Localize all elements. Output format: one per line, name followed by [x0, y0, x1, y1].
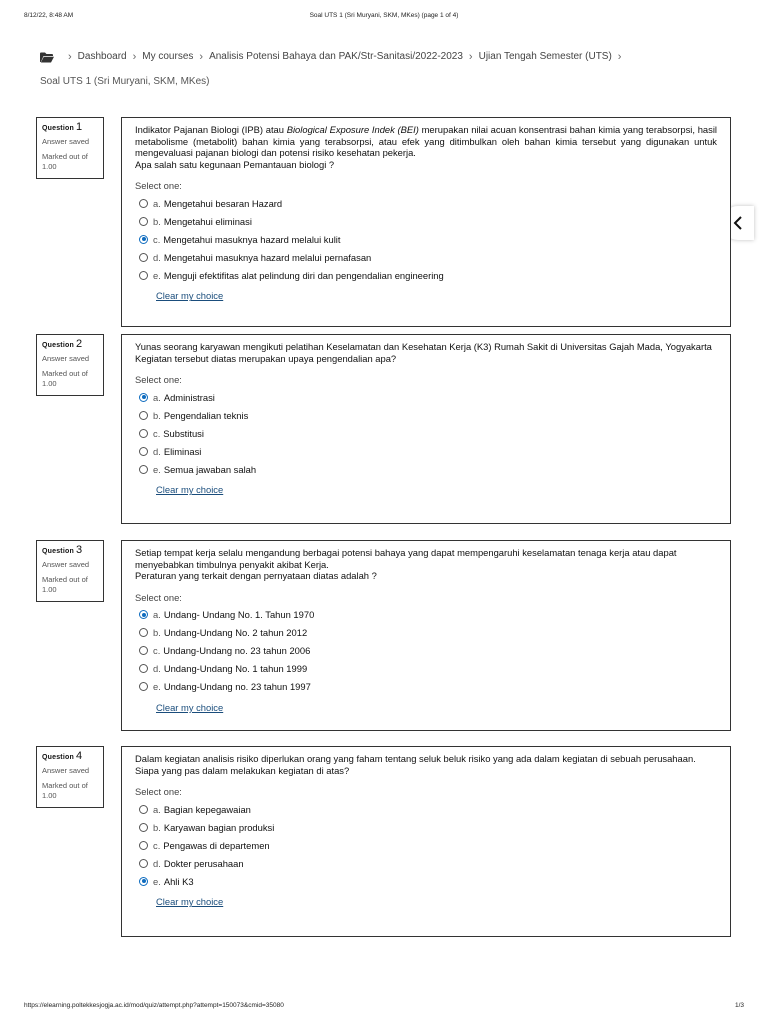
option-letter: b. [153, 215, 161, 227]
question-number: Question 4 [42, 750, 83, 762]
question-state: Answer saved [42, 354, 90, 363]
option-text: Undang-Undang no. 23 tahun 2006 [163, 645, 311, 657]
option-text: Dokter perusahaan [163, 857, 244, 869]
option-letter: a. [153, 197, 161, 209]
radio-button[interactable] [139, 465, 148, 474]
option-text: Mengetahui besaran Hazard [163, 197, 283, 209]
answer-options [135, 388, 717, 478]
option-letter: e. [153, 875, 161, 887]
answer-option[interactable] [135, 836, 717, 854]
option-text: Undang- Undang No. 1. Tahun 1970 [163, 609, 315, 621]
question-content-1 [121, 117, 731, 327]
option-text: Undang-Undang No. 2 tahun 2012 [163, 627, 308, 639]
breadcrumb-my-courses[interactable]: My courses [142, 51, 194, 62]
question-state: Answer saved [42, 766, 90, 775]
print-datetime: 8/12/22, 8:48 AM [24, 12, 74, 19]
option-letter: a. [153, 803, 161, 815]
radio-button[interactable] [139, 199, 148, 208]
option-letter: a. [153, 609, 161, 621]
option-letter: d. [153, 445, 161, 457]
option-letter: a. [153, 391, 161, 403]
answer-option[interactable] [135, 854, 717, 872]
question-grade: Marked out of 1.00 [42, 152, 88, 171]
option-letter: c. [153, 645, 161, 657]
option-text: Ahli K3 [163, 875, 194, 887]
breadcrumb-course[interactable]: Analisis Potensi Bahaya dan PAK/Str-Sanitasi/2022-2023 [209, 51, 463, 62]
chevron-left-icon [732, 215, 744, 231]
answer-option[interactable] [135, 442, 717, 460]
answer-option[interactable] [135, 424, 717, 442]
option-letter: c. [153, 427, 161, 439]
breadcrumb-current[interactable]: Soal UTS 1 (Sri Muryani, SKM, MKes) [40, 76, 210, 87]
chevron-right-icon: › [199, 51, 204, 63]
option-letter: c. [153, 233, 161, 245]
select-one-label: Select one: [135, 374, 182, 386]
breadcrumb-section[interactable]: Ujian Tengah Semester (UTS) [478, 51, 612, 62]
radio-button[interactable] [139, 646, 148, 655]
answer-option[interactable] [135, 460, 717, 478]
radio-button[interactable] [139, 823, 148, 832]
print-title: Soal UTS 1 (Sri Muryani, SKM, MKes) (page 1 of 4) [309, 12, 459, 19]
print-url: https://elearning.poltekkesjogja.ac.id/mod/quiz/attempt.php?attempt=150073&cmid=35080 [24, 1002, 284, 1009]
option-text: Pengawas di departemen [163, 839, 270, 851]
option-text: Administrasi [163, 391, 215, 403]
radio-button[interactable] [139, 877, 148, 886]
folder-icon[interactable] [40, 52, 54, 63]
option-text: Pengendalian teknis [163, 409, 249, 421]
question-info-2 [36, 334, 104, 396]
answer-options [135, 800, 717, 890]
answer-option[interactable] [135, 248, 717, 266]
clear-choice-link[interactable]: Clear my choice [156, 484, 224, 496]
chevron-right-icon: › [68, 51, 72, 63]
answer-option[interactable] [135, 660, 717, 678]
option-letter: e. [153, 681, 161, 693]
clear-choice-link[interactable]: Clear my choice [156, 290, 224, 302]
answer-option[interactable] [135, 872, 717, 890]
select-one-label: Select one: [135, 786, 182, 798]
question-info-1 [36, 117, 104, 179]
answer-option[interactable] [135, 266, 717, 284]
chevron-right-icon: › [617, 51, 622, 63]
option-letter: c. [153, 839, 161, 851]
question-state: Answer saved [42, 560, 90, 569]
option-letter: d. [153, 663, 161, 675]
question-content-3 [121, 540, 731, 731]
question-info-3 [36, 540, 104, 602]
breadcrumb-dashboard[interactable]: Dashboard [77, 51, 127, 62]
radio-button[interactable] [139, 610, 148, 619]
answer-option[interactable] [135, 194, 717, 212]
option-letter: e. [153, 269, 161, 281]
question-info-4 [36, 746, 104, 808]
question-text: Yunas seorang karyawan mengikuti pelatihan Keselamatan dan Kesehatan Kerja (K3) Rumah Sakit di Universitas Gajah Mada, Yogyakarta Kegiatan tersebut diatas merupakan upaya pengendalian apa? [135, 341, 712, 364]
answer-options [135, 194, 717, 284]
radio-button[interactable] [139, 271, 148, 280]
radio-button[interactable] [139, 235, 148, 244]
question-text: Indikator Pajanan Biologi (IPB) atau Biological Exposure Indek (BEI) merupakan nilai acuan konsentrasi bahan kimia yang terabsorpsi, hasil metabolisme (metabolit) bahan kimia yang terabsorpsi, atau efek yang ditimbulkan oleh bahan kimia tersebut yang digunakan untuk mengevaluasi pajanan biologi dan potensi risiko kesehatan pekerja. Apa salah satu kegunaan Pemantauan biologi ? [135, 124, 717, 170]
print-page-number: 1/3 [734, 1002, 744, 1009]
option-letter: b. [153, 821, 161, 833]
question-state: Answer saved [42, 137, 90, 146]
breadcrumb [40, 50, 730, 64]
answer-option[interactable] [135, 678, 717, 696]
question-number: Question 3 [42, 544, 83, 556]
question-grade: Marked out of 1.00 [42, 781, 88, 800]
radio-button[interactable] [139, 859, 148, 868]
radio-button[interactable] [139, 429, 148, 438]
radio-button[interactable] [139, 805, 148, 814]
option-text: Mengetahui masuknya hazard melalui kulit [163, 233, 341, 245]
radio-button[interactable] [139, 664, 148, 673]
chevron-right-icon: › [468, 51, 473, 63]
radio-button[interactable] [139, 411, 148, 420]
answer-options [135, 606, 717, 696]
radio-button[interactable] [139, 628, 148, 637]
select-one-label: Select one: [135, 180, 182, 192]
answer-option[interactable] [135, 388, 717, 406]
radio-button[interactable] [139, 841, 148, 850]
select-one-label: Select one: [135, 591, 182, 603]
question-number: Question 1 [42, 121, 83, 133]
option-text: Menguji efektifitas alat pelindung diri dan pengendalian engineering [163, 269, 444, 281]
option-text: Semua jawaban salah [163, 463, 257, 475]
option-text: Substitusi [163, 427, 204, 439]
radio-button[interactable] [139, 217, 148, 226]
print-header [0, 12, 768, 24]
radio-button[interactable] [139, 447, 148, 456]
option-letter: d. [153, 251, 161, 263]
answer-option[interactable] [135, 606, 717, 624]
option-letter: b. [153, 409, 161, 421]
answer-option[interactable] [135, 624, 717, 642]
answer-option[interactable] [135, 642, 717, 660]
option-letter: b. [153, 627, 161, 639]
option-text: Undang-Undang no. 23 tahun 1997 [163, 681, 311, 693]
answer-option[interactable] [135, 406, 717, 424]
radio-button[interactable] [139, 682, 148, 691]
radio-button[interactable] [139, 253, 148, 262]
clear-choice-link[interactable]: Clear my choice [156, 896, 224, 908]
option-text: Karyawan bagian produksi [163, 821, 275, 833]
option-text: Mengetahui eliminasi [163, 215, 252, 227]
clear-choice-link[interactable]: Clear my choice [156, 701, 224, 713]
radio-button[interactable] [139, 393, 148, 402]
option-text: Undang-Undang No. 1 tahun 1999 [163, 663, 308, 675]
option-text: Bagian kepegawaian [163, 803, 251, 815]
option-text: Mengetahui masuknya hazard melalui pernafasan [163, 251, 372, 263]
answer-option[interactable] [135, 230, 717, 248]
answer-option[interactable] [135, 818, 717, 836]
question-number: Question 2 [42, 338, 83, 350]
option-text: Eliminasi [163, 445, 202, 457]
question-content-2 [121, 334, 731, 524]
option-letter: d. [153, 857, 161, 869]
question-grade: Marked out of 1.00 [42, 369, 88, 388]
question-grade: Marked out of 1.00 [42, 575, 88, 594]
print-footer [0, 1002, 768, 1014]
question-text: Dalam kegiatan analisis risiko diperlukan orang yang faham tentang seluk beluk risiko yang ada dalam kegiatan di sebuah perusahaan. Siapa yang pas dalam melakukan kegiatan di atas? [135, 753, 696, 776]
question-text: Setiap tempat kerja selalu mengandung berbagai potensi bahaya yang dapat mempengaruhi keselamatan tenaga kerja atau dapat menyebabkan timbulnya penyakit akibat Kerja. Peraturan yang terkait dengan pernyataan diatas adalah ? [135, 547, 677, 582]
option-letter: e. [153, 463, 161, 475]
chevron-right-icon: › [132, 51, 137, 63]
answer-option[interactable] [135, 212, 717, 230]
answer-option[interactable] [135, 800, 717, 818]
question-content-4 [121, 746, 731, 937]
